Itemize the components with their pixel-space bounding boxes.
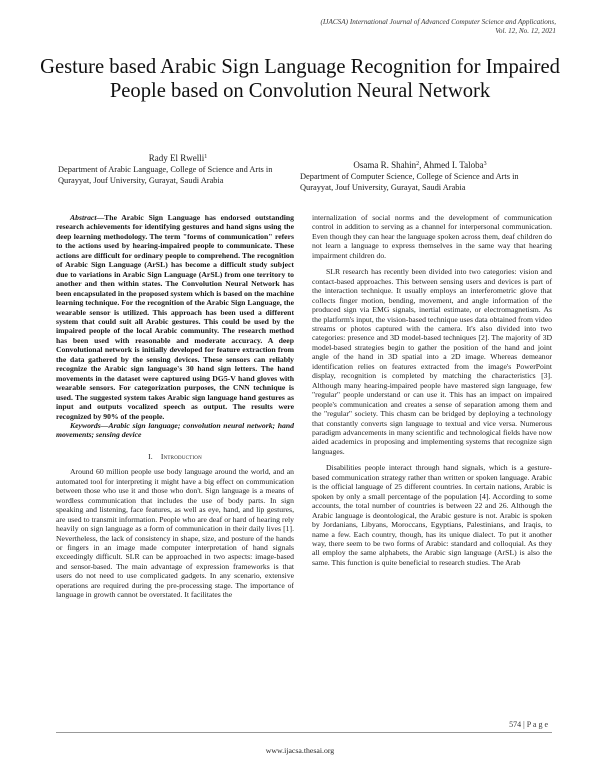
body-paragraph: Disabilities people interact through hand signals, which is a gesture-based communication strategy rather than written or spoken language. Arabic is the official language of 25 different countries. In certain nations, Arabic is spoken by only a small percentage of the population [4]. According to some accounts, the total number of countries is between 22 and 26. Although the Arabic language is deontological, the Arabic gesture is not. Arabic is spoken by Jordanians, Libyans, Moroccans, Egyptians, Palestinians, and Iraqis, to name a few. Each country, though, has its unique dialect. To put it another way, there seem to be two forms of Arabic: standard and colloquial. As they all employ the same alphabets, the Arabic sign language (ArSL) is also the same. This function is quite beneficial to research studies. The Arab (312, 463, 552, 567)
journal-header (216, 18, 556, 36)
journal-line-2: Vol. 12, No. 12, 2021 (495, 27, 556, 35)
right-column (312, 213, 552, 567)
author-affiliation-1: Department of Arabic Language, College of Science and Arts in Qurayyat, Jouf University, Gurayat, Saudi Arabia (58, 165, 273, 185)
author-affiliation-2: Department of Computer Science, College of Science and Arts in Qurayyat, Jouf University, Gurayat, Saudi Arabia (300, 172, 519, 192)
left-column (56, 213, 294, 600)
author-block-1 (58, 153, 298, 186)
keywords: Keywords—Arabic sign language; convolution neural network; hand movements; sensing device (56, 420, 294, 440)
paper-title: Gesture based Arabic Sign Language Recognition for Impaired People based on Convolution Neural Network (40, 56, 560, 102)
footer-divider (56, 732, 552, 733)
journal-line-1: (IJACSA) International Journal of Advanced Computer Science and Applications, (320, 18, 556, 26)
section-heading-introduction: I. Introduction (148, 451, 202, 461)
page-number: 574 | P a g e (509, 720, 548, 729)
body-paragraph: internalization of social norms and the development of communication control in addition to serving as a channel for interpersonal communication. Even though they can hear the language spoken across them, deaf children do not learn a language to express themselves in the same way that hearing impairment children do. (312, 213, 552, 260)
body-paragraph: SLR research has recently been divided into two categories: vision and contact-based approaches. This between sensing users and devices is part of the interaction technique. It usually employs an interferometric glove that collects finger motion, bending, movement, and angle information of the produced sign via EMG signals, inertial estimate, or electromagnetism. As the platform's input, the vision-based technique uses data obtained from video streams or photos captured with the camera. It's also divided into two categories: presence and 3D model-based techniques [2]. The majority of 3D model-based strategies begin to gather the position of the hand and joint angle of the hand in 3D spatial into a 2D image. Whereas demeanor identification relies on features extracted from the image's PowerPoint display, recognition is completed by matching the characteristics [3]. Although many hearing-impaired people have mastered sign language, few "regular" people understand or can use it. This has an impact on impaired people's communication and creates a sense of separation among them and the "regular" society. This chasm can be bridged by deploying a technology that constantly converts sign language to textual and vice versa. Numerous paradigm advancements in many scientific and technological fields have now aided academics in proposing and implementing systems that recognize sign languages. (312, 267, 552, 456)
author-name-2: Osama R. Shahin$^2$, Ahmed I. Taloba$^3$ (353, 160, 487, 170)
body-paragraph: Around 60 million people use body language around the world, and an automated tool for interpreting it might have a big effect on communication between those who use it and those who don't. Sign language is a means of wordless communication that includes the use of body parts. In sign speaking and listening, face features, as well as eye, hand, and lip gestures, are used to transmit information. People who are deaf or hard of hearing rely heavily on sign language as a form of communication in their daily lives [1]. Nevertheless, the lack of consistency in shape, size, and posture of the hands or fingers in an image made computer interpretation of hand signals exceedingly difficult. SLR can be approached in two aspects: image-based and sensor-based. The main advantage of expression frameworks is that users do not need to use complicated gadgets. In any scenario, extensive operations are required during the pre-processing stage. The importance of language in growth cannot be overstated. It facilitates the (56, 467, 294, 600)
author-block-2 (300, 160, 540, 193)
author-name-1: Rady El Rwelli$^1$ (148, 153, 208, 163)
abstract: Abstract—The Arabic Sign Language has endorsed outstanding research achievements for identifying gestures and hand signs using the deep learning methodology. The term "forms of communication" refers to the actions used by hearing-impaired people to communicate. These actions are difficult for ordinary people to comprehend. The recognition of Arabic Sign Language (ArSL) has become a difficult study subject due to variations in Arabic Sign Language (ArSL) from one territory to another and then within states. The Convolution Neural Network has been encapsulated in the proposed system which is based on the machine learning technique. For the recognition of the Arabic Sign Language, the wearable sensor is utilized. This approach has been used a different system that could suit all Arabic gestures. This could be used by the impaired people of the local Arabic community. The research method has been used with reasonable and moderate accuracy. A deep Convolutional network is initially developed for feature extraction from the data gathered by the sensing devices. These sensors can reliably recognize the Arabic sign language's 30 hand sign letters. The hand movements in the dataset were captured using DG5-V hand gloves with wearable sensors. For categorization purposes, the CNN technique is used. The suggested system takes Arabic sign language hand gestures as input and outputs vocalized speech as output. The results were recognized by 90% of the people. (56, 213, 294, 421)
footer-url: www.ijacsa.thesai.org (265, 746, 335, 755)
